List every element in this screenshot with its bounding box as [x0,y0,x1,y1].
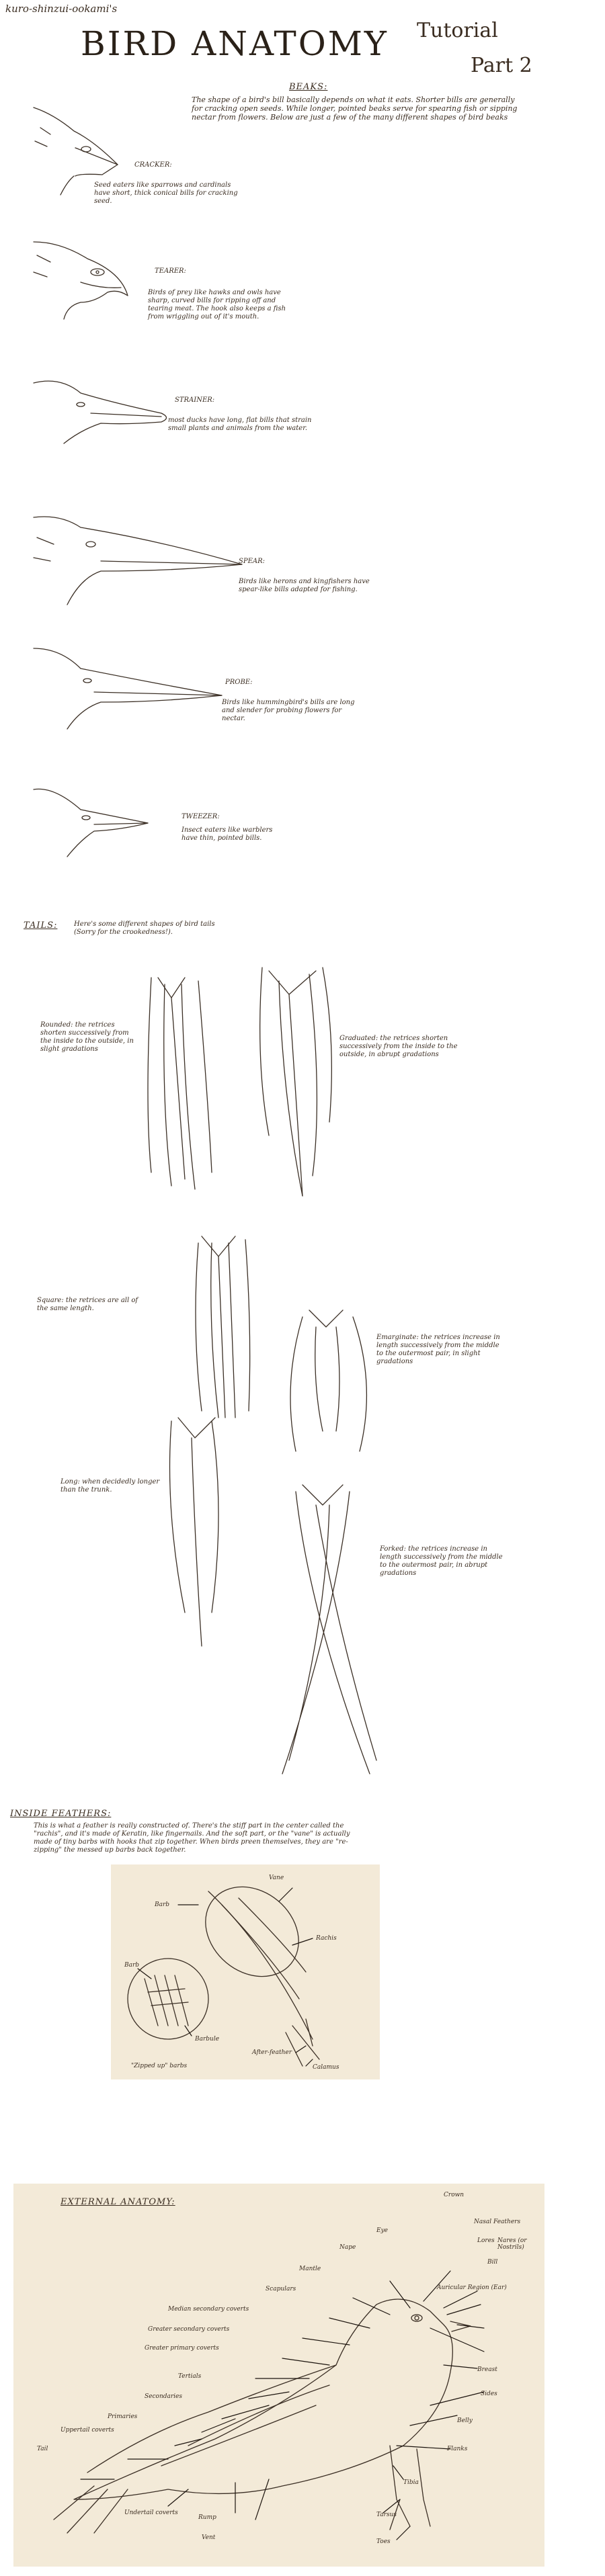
square-tail-drawing [188,1230,269,1431]
graduated-tail-drawing [249,961,343,1216]
label-breast: Breast [477,2366,497,2373]
forked-tail-drawing [276,1478,397,1787]
rounded-desc: Rounded: the retrices shorten successively from the inside to the outside, in slight gradations [40,1021,134,1053]
probe-desc: Birds like hummingbird's bills are long and slender for probing flowers for nectar. [222,699,355,722]
tails-intro: Here's some different shapes of bird tails (Sorry for the crookedness!). [74,920,215,936]
long-desc: Long: when decidedly longer than the trunk. [61,1478,160,1494]
label-bill: Bill [487,2259,498,2266]
label-nares: Nares (or Nostrils) [497,2237,527,2251]
label-zipped: "Zipped up" barbs [131,2063,188,2069]
label-barbule: Barbule [195,2036,220,2043]
label-auricular: Auricular Region (Ear) [437,2284,507,2291]
label-primaries: Primaries [108,2413,138,2420]
label-mantle: Mantle [299,2266,321,2272]
cracker-desc: Seed eaters like sparrows and cardinals have short, thick conical bills for cracking seed. [94,181,238,205]
label-tarsus: Tarsus [376,2511,397,2518]
label-eye: Eye [376,2227,388,2234]
author-credit: kuro-shinzui-ookami's [5,3,118,15]
rounded-tail-drawing [145,971,225,1199]
label-tertials: Tertials [178,2373,202,2380]
spear-name: SPEAR: [239,558,265,565]
label-crown: Crown [444,2192,465,2198]
label-greater-primary: Greater primary coverts [145,2345,219,2352]
emarginate-tail-drawing [276,1303,383,1465]
tweezer-desc: Insect eaters like warblers have thin, pointed bills. [182,826,273,842]
subtitle-tutorial: Tutorial [417,19,498,42]
probe-beak-drawing [27,642,242,742]
forked-desc: Forked: the retrices increase in length successively from the middle to the outermost pair, in abrupt gradations [380,1545,503,1577]
strainer-desc: most ducks have long, flat bills that strain small plants and animals from the water. [168,417,312,432]
graduated-desc: Graduated: the retrices shorten successively from the inside to the outside, in abrupt gradations [339,1035,458,1058]
strainer-beak-drawing [27,376,182,450]
label-sides: Sides [481,2391,497,2397]
label-flanks: Flanks [447,2446,468,2452]
label-belly: Belly [457,2417,473,2424]
feathers-intro: This is what a feather is really constructed of. There's the stiff part in the center called the "rachis", and it's made of Keratin, like fingernails. And the soft part, or the "vane" is actually made of tiny barbs with hooks that zip together. When birds preen themselves, they are "re-zipping" the messed up barbs back together. [34,1822,350,1854]
feathers-heading: INSIDE FEATHERS: [10,1809,112,1819]
label-nasal: Nasal Feathers [474,2219,521,2225]
label-calamus: Calamus [313,2064,339,2071]
cracker-name: CRACKER: [134,161,172,169]
emarginate-desc: Emarginate: the retrices increase in length successively from the middle to the outermost pair, in slight gradations [376,1334,500,1365]
probe-name: PROBE: [225,679,253,686]
feather-diagram [111,1864,380,2079]
label-barb-detail: Barb [124,1962,140,1969]
label-greater-secondary: Greater secondary coverts [148,2326,230,2333]
label-secondaries: Secondaries [145,2393,182,2400]
bird-external-drawing [13,2184,544,2567]
beaks-heading: BEAKS: [289,82,328,92]
spear-beak-drawing [27,504,255,618]
label-rachis: Rachis [316,1935,337,1942]
label-median-coverts: Median secondary coverts [168,2306,249,2313]
long-tail-drawing [165,1411,245,1660]
strainer-name: STRAINER: [175,396,215,404]
label-toes: Toes [376,2538,391,2545]
page-title: BIRD ANATOMY [81,24,389,63]
tweezer-name: TWEEZER: [182,813,220,820]
spear-desc: Birds like herons and kingfishers have spear-like bills adapted for fishing. [239,578,370,593]
subtitle-part: Part 2 [471,54,532,77]
cracker-beak-drawing [27,101,148,195]
label-tail: Tail [37,2446,48,2452]
tweezer-beak-drawing [27,783,161,863]
square-desc: Square: the retrices are all of the same length. [37,1297,138,1312]
label-lores: Lores [477,2237,495,2244]
label-vent: Vent [202,2534,216,2541]
label-scapulars: Scapulars [266,2286,296,2292]
label-after-feather: After-feather [252,2049,292,2056]
label-vane: Vane [269,1875,284,1881]
label-tibia: Tibia [403,2479,419,2486]
external-heading: EXTERNAL ANATOMY: [61,2197,175,2207]
beaks-intro: The shape of a bird's bill basically depends on what it eats. Shorter bills are generally for cracking open seeds. While longer, pointed beaks serve for spearing fish or sipping nectar from flowers. Below are just a few of the many different shapes of bird beaks [192,95,518,122]
label-nape: Nape [339,2244,356,2251]
tearer-desc: Birds of prey like hawks and owls have sharp, curved bills for ripping off and tearing meat. The hook also keeps a fish from wriggling out of it's mouth. [148,289,286,320]
tearer-beak-drawing [27,235,148,323]
tearer-name: TEARER: [155,267,186,275]
label-barb: Barb [155,1901,170,1908]
label-rump: Rump [198,2514,216,2521]
tails-heading: TAILS: [24,920,58,931]
label-undertail: Undertail coverts [124,2509,178,2516]
label-uppertail: Uppertail coverts [61,2427,114,2434]
